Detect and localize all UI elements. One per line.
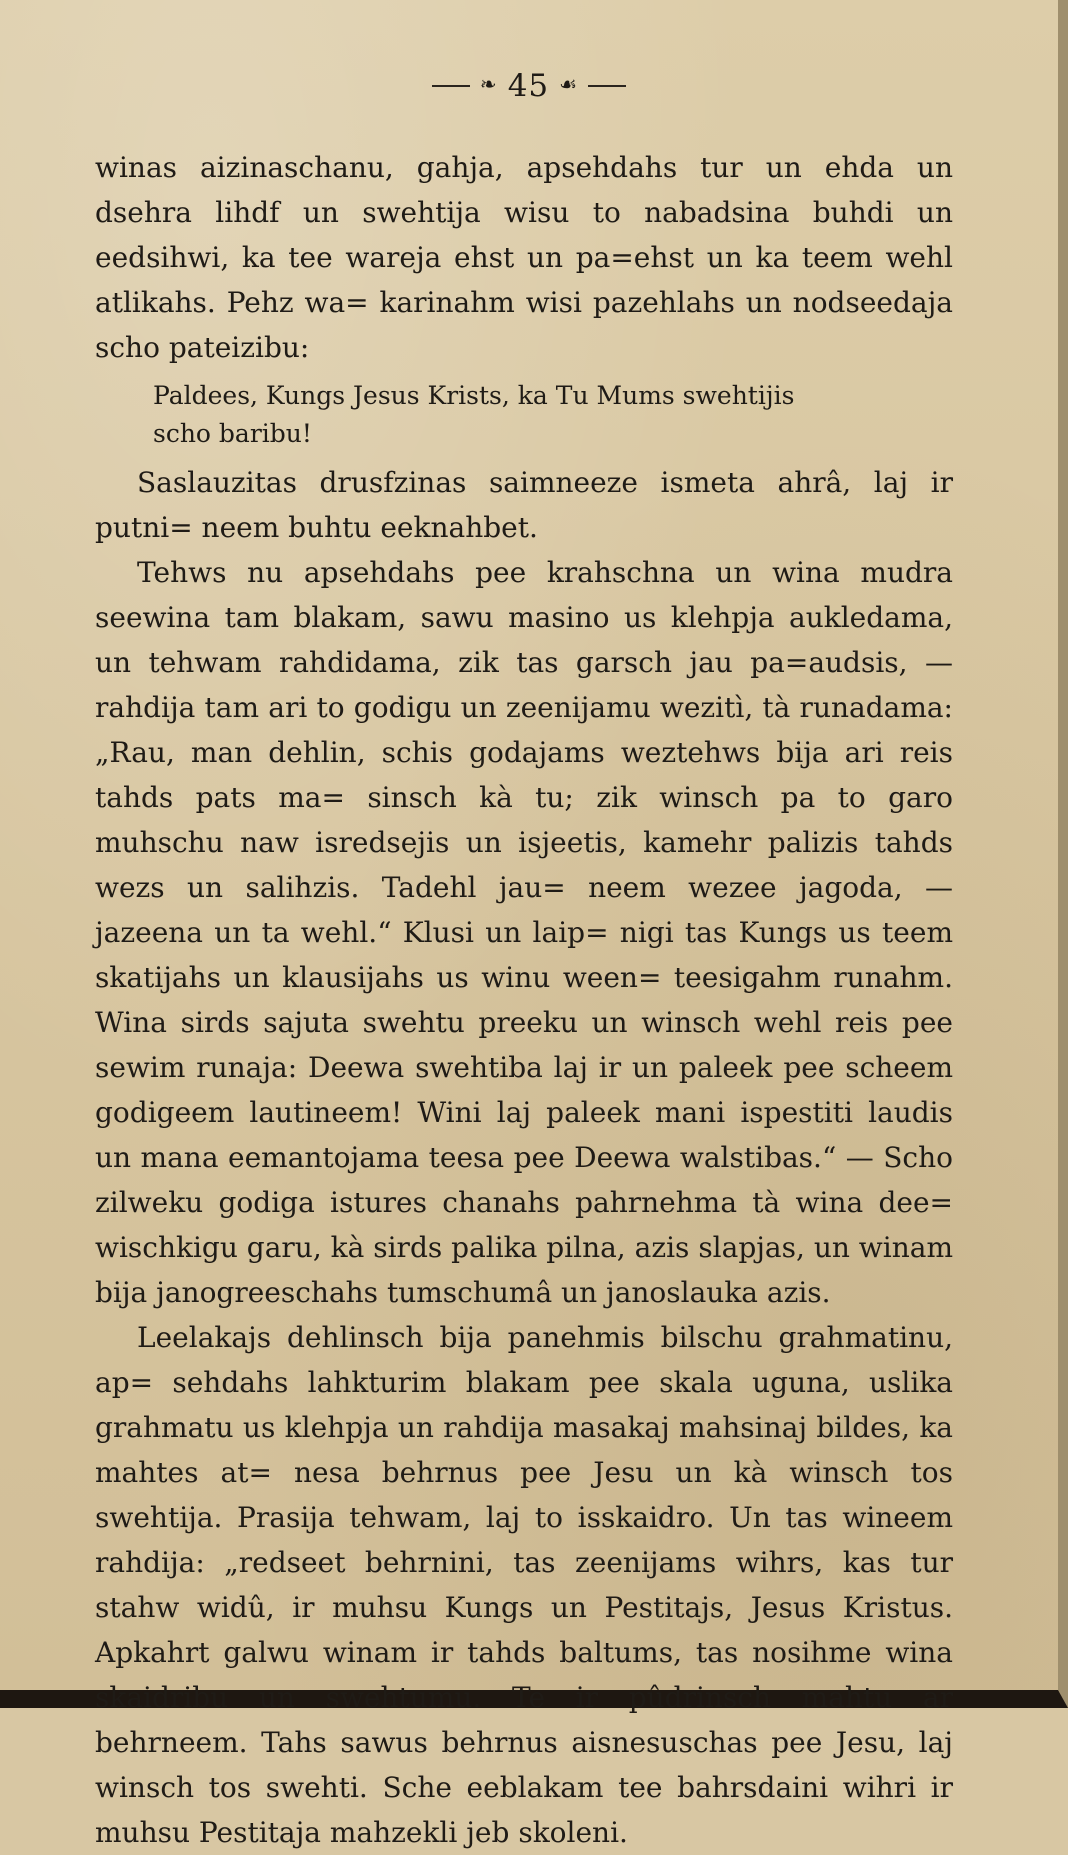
main-text xyxy=(95,145,953,1855)
paragraph-3: Tehws nu apsehdahs pee krahschna un wina mudra seewina tam blakam, sawu masino us klehpja aukledama, un tehwam rahdidama, zik tas garsch jau pa=audsis, — rahdija tam ari to godigu un zeenijamu wezitì, tà runadama: „Rau, man dehlin, schis godajams weztehws bija ari reis tahds pats ma= sinsch kà tu; zik winsch pa to garo muhschu naw isredsejis un isjeetis, kamehr palizis tahds wezs un salihzis. Tadehl jau= neem wezee jagoda, — jazeena un ta wehl.“ Klusi un laip= nigi tas Kungs us teem skatijahs un klausijahs us winu ween= teesigahm runahm. Wina sirds sajuta swehtu preeku un winsch wehl reis pee sewim runaja: Deewa swehtiba laj ir un paleek pee scheem godigeem lautineem! Wini laj paleek mani ispestiti laudis un mana eemantojama teesa pee Deewa walstibas.“ — Scho zilweku godiga istures chanahs pahrnehma tà wina dee= wischkigu garu, kà sirds palika pilna, azis slapjas, un winam bija janogreeschahs tumschumâ un janoslauka azis. xyxy=(95,556,953,1309)
spacer-1 xyxy=(95,370,953,377)
paragraph-4: Leelakajs dehlinsch bija panehmis bilschu grahmatinu, ap= sehdahs lahkturim blakam pee skala uguna, uslika grahmatu us klehpja un rahdija masakaj mahsinaj bildes, ka mahtes at= nesa behrnus pee Jesu un kà winsch tos swehtija. Prasija tehwam, laj to isskaidro. Un tas wineem rahdija: „redseet behrnini, tas zeenijams wihrs, kas tur stahw widû, ir muhsu Kungs un Pestitajs, Jesus Kristus. Apkahrt galwu winam ir tahds baltums, tas nosihme wina skaidribu un swehtumu. Te ir pûdrinsch mahtu ar behrneem. Tahs sawus behrnus aisnesuschas pee Jesu, laj winsch tos swehti. Sche eeblakam tee bahrsdaini wihri ir muhsu Pestitaja mahzekli jeb skoleni. xyxy=(95,1321,953,1849)
page-number: 45 xyxy=(507,68,550,104)
paragraph-2: Saslauzitas drusfzinas saimneeze ismeta ahrâ, laj ir putni= neem buhtu eeknahbet. xyxy=(95,466,953,544)
spacer-2 xyxy=(95,453,953,460)
left-ornament-icon: ❧ xyxy=(479,72,498,96)
right-rule xyxy=(588,85,626,87)
page-header xyxy=(0,68,1058,104)
paragraph-1: winas aizinaschanu, gahja, apsehdahs tur un ehda un dsehra lihdf un swehtija wisu to nabadsina buhdi un eedsihwi, ka tee wareja ehst un pa=ehst un ka teem wehl atlikahs. Pehz wa= karinahm wisi pazehlahs un nodseedaja scho pateizibu: xyxy=(95,151,953,364)
left-rule xyxy=(432,85,470,87)
prayer-verse: Paldees, Kungs Jesus Krists, ka Tu Mums swehtijis scho baribu! xyxy=(153,381,795,448)
right-ornament-icon: ☙ xyxy=(559,72,579,96)
